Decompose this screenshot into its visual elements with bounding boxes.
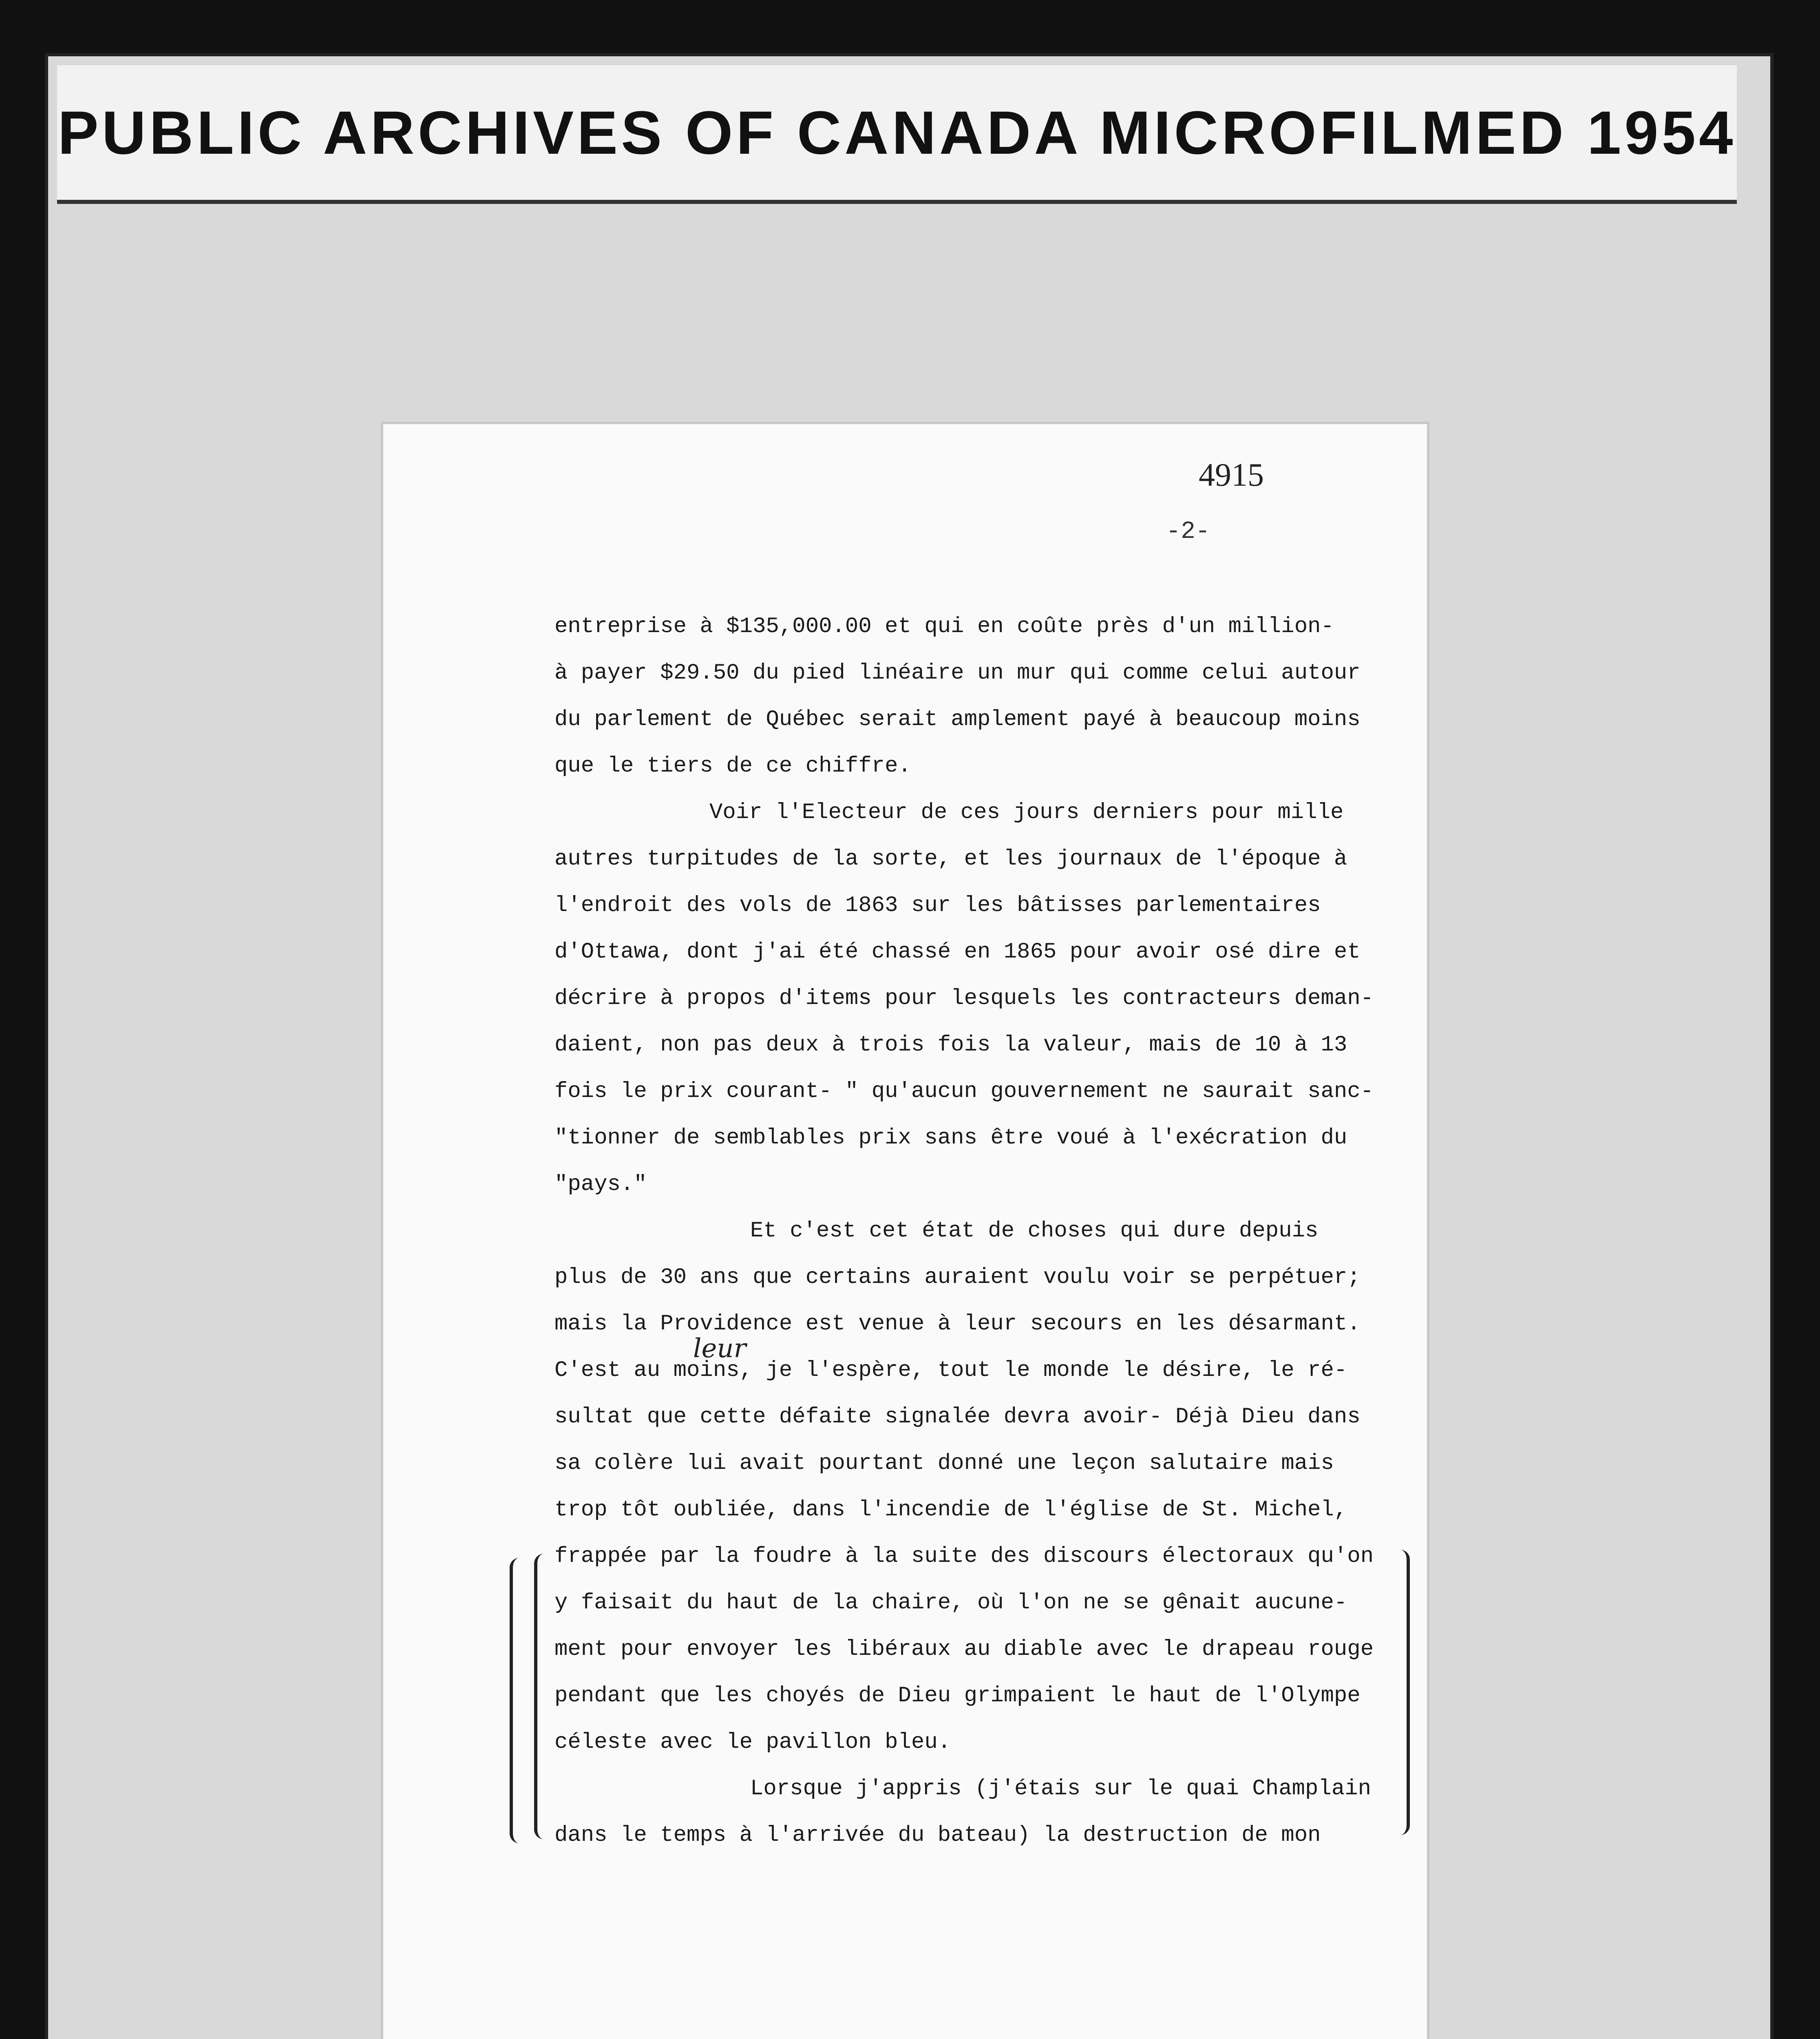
text-line: à payer $29.50 du pied linéaire un mur qui comme celui autour xyxy=(554,661,1361,686)
text-line: Et c'est cet état de choses qui dure depuis xyxy=(750,1219,1319,1243)
text-line: y faisait du haut de la chaire, où l'on ne se gênait aucune- xyxy=(554,1590,1347,1615)
text-line: fois le prix courant- " qu'aucun gouvernement ne saurait sanc- xyxy=(554,1079,1374,1104)
text-line: d'Ottawa, dont j'ai été chassé en 1865 pour avoir osé dire et xyxy=(554,940,1361,964)
letter-text xyxy=(554,604,1374,1859)
text-line: trop tôt oubliée, dans l'incendie de l'église de St. Michel, xyxy=(554,1497,1347,1522)
text-line: frappée par la foudre à la suite des discours électoraux qu'on xyxy=(554,1544,1374,1569)
text-line: l'endroit des vols de 1863 sur les bâtisses parlementaires xyxy=(554,893,1321,918)
text-line: sa colère lui avait pourtant donné une leçon salutaire mais xyxy=(554,1451,1334,1476)
text-line: "tionner de semblables prix sans être voué à l'exécration du xyxy=(554,1126,1347,1150)
letter-page xyxy=(383,424,1427,2039)
margin-bracket-left xyxy=(510,1558,529,1843)
text-line: "pays." xyxy=(554,1172,647,1197)
text-line: du parlement de Québec serait amplement payé à beaucoup moins xyxy=(554,707,1361,732)
text-line: dans le temps à l'arrivée du bateau) la destruction de mon xyxy=(554,1823,1321,1848)
text-line: pendant que les choyés de Dieu grimpaient le haut de l'Olympe xyxy=(554,1683,1361,1708)
handwritten-correction: leur xyxy=(693,1334,747,1364)
text-line: sultat que cette défaite signalée devra avoir- Déjà Dieu dans xyxy=(554,1404,1361,1429)
text-line: que le tiers de ce chiffre. xyxy=(554,754,911,778)
document-number: 4915 xyxy=(1199,457,1264,493)
text-line: Voir l'Electeur de ces jours derniers pour mille xyxy=(709,800,1344,825)
text-line: C'est au moins, je l'espère, tout le monde le désire, le ré- xyxy=(554,1358,1347,1383)
text-line: décrire à propos d'items pour lesquels les contracteurs deman- xyxy=(554,986,1374,1011)
text-line: ment pour envoyer les libéraux au diable avec le drapeau rouge xyxy=(554,1637,1374,1662)
text-line: Lorsque j'appris (j'étais sur le quai Champlain xyxy=(750,1776,1372,1801)
margin-bracket-right xyxy=(1390,1550,1410,1835)
page-number: -2- xyxy=(1166,518,1210,546)
text-line: plus de 30 ans que certains auraient voulu voir se perpétuer; xyxy=(554,1265,1361,1290)
text-line: mais la Providence est venue à leur secours en les désarmant. xyxy=(554,1311,1361,1336)
archive-banner-top-text: PUBLIC ARCHIVES OF CANADA MICROFILMED 1954 xyxy=(57,98,1736,167)
text-line: céleste avec le pavillon bleu. xyxy=(554,1730,951,1755)
archive-banner-top xyxy=(57,65,1737,204)
text-line: daient, non pas deux à trois fois la valeur, mais de 10 à 13 xyxy=(554,1033,1347,1057)
text-line: entreprise à $135,000.00 et qui en coûte près d'un million- xyxy=(554,614,1334,639)
text-line: autres turpitudes de la sorte, et les journaux de l'époque à xyxy=(554,847,1347,871)
margin-bracket-left-inner xyxy=(534,1554,554,1839)
